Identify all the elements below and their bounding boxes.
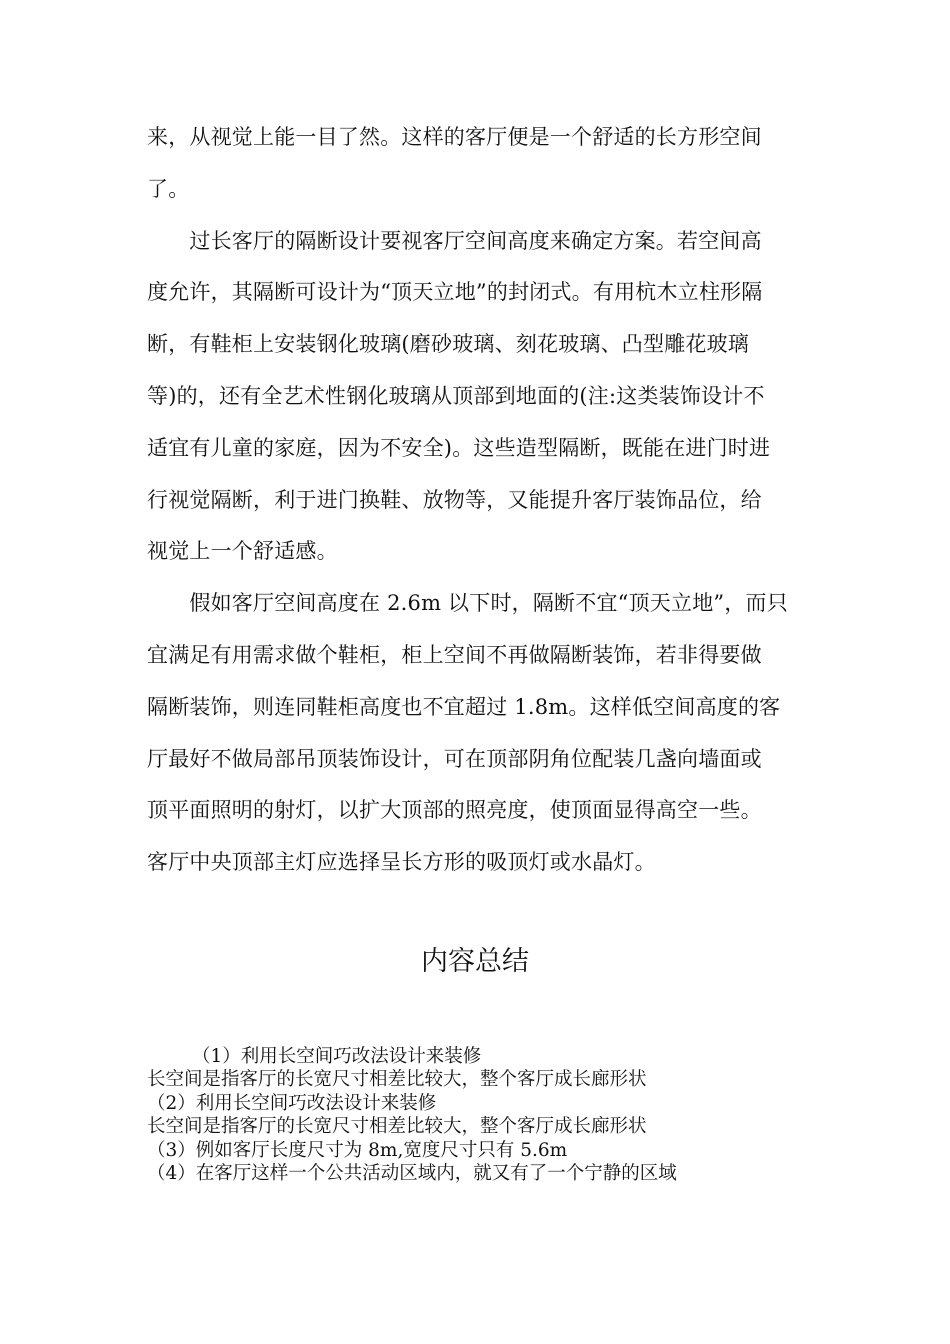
text-line: 厅最好不做局部吊顶装饰设计，可在顶部阴角位配装几盏向墙面或	[147, 746, 762, 771]
summary-item: （3）例如客厅长度尺寸为 8m,宽度尺寸只有 5.6m	[147, 1139, 568, 1161]
text-line: 行视觉隔断，利于进门换鞋、放物等，又能提升客厅装饰品位，给	[147, 487, 762, 512]
summary-item: （1）利用长空间巧改法设计来装修	[192, 1046, 482, 1067]
paragraph-2	[147, 216, 807, 579]
text-line: 了。	[147, 176, 190, 201]
text-line: 适宜有儿童的家庭，因为不安全)。这些造型隔断，既能在进门时进	[147, 435, 771, 460]
summary-item: 长空间是指客厅的长宽尺寸相差比较大，整个客厅成长廊形状	[147, 1069, 647, 1091]
text-line: 视觉上一个舒适感。	[147, 539, 338, 564]
paragraph-3	[147, 578, 807, 889]
summary-title: 内容总结	[421, 946, 529, 977]
text-line: 顶平面照明的射灯，以扩大顶部的照亮度，使顶面显得高空一些。	[147, 798, 762, 823]
summary-item: （4）在客厅这样一个公共活动区域内，就又有了一个宁静的区域	[147, 1163, 677, 1185]
paragraph-1	[147, 112, 807, 216]
text-line: 过长客厅的隔断设计要视客厅空间高度来确定方案。若空间高	[147, 228, 762, 253]
summary-item: 长空间是指客厅的长宽尺寸相差比较大，整个客厅成长廊形状	[147, 1116, 647, 1138]
text-line: 等)的，还有全艺术性钢化玻璃从顶部到地面的(注:这类装饰设计不	[147, 383, 765, 408]
summary-list	[147, 1045, 827, 1185]
text-line: 客厅中央顶部主灯应选择呈长方形的吸顶灯或水晶灯。	[147, 850, 656, 875]
text-line: 隔断装饰，则连同鞋柜高度也不宜超过 1.8m。这样低空间高度的客	[147, 694, 781, 719]
text-line: 度允许，其隔断可设计为“顶天立地”的封闭式。有用杭木立柱形隔	[147, 280, 763, 305]
text-line: 宜满足有用需求做个鞋柜，柜上空间不再做隔断装饰，若非得要做	[147, 642, 762, 667]
text-line: 假如客厅空间高度在 2.6m 以下时，隔断不宜“顶天立地”，而只	[147, 591, 788, 616]
summary-item: （2）利用长空间巧改法设计来装修	[147, 1092, 437, 1114]
text-line: 来，从视觉上能一目了然。这样的客厅便是一个舒适的长方形空间	[147, 125, 762, 149]
text-line: 断，有鞋柜上安装钢化玻璃(磨砂玻璃、刻花玻璃、凸型雕花玻璃	[147, 332, 749, 357]
body-text	[147, 112, 807, 889]
